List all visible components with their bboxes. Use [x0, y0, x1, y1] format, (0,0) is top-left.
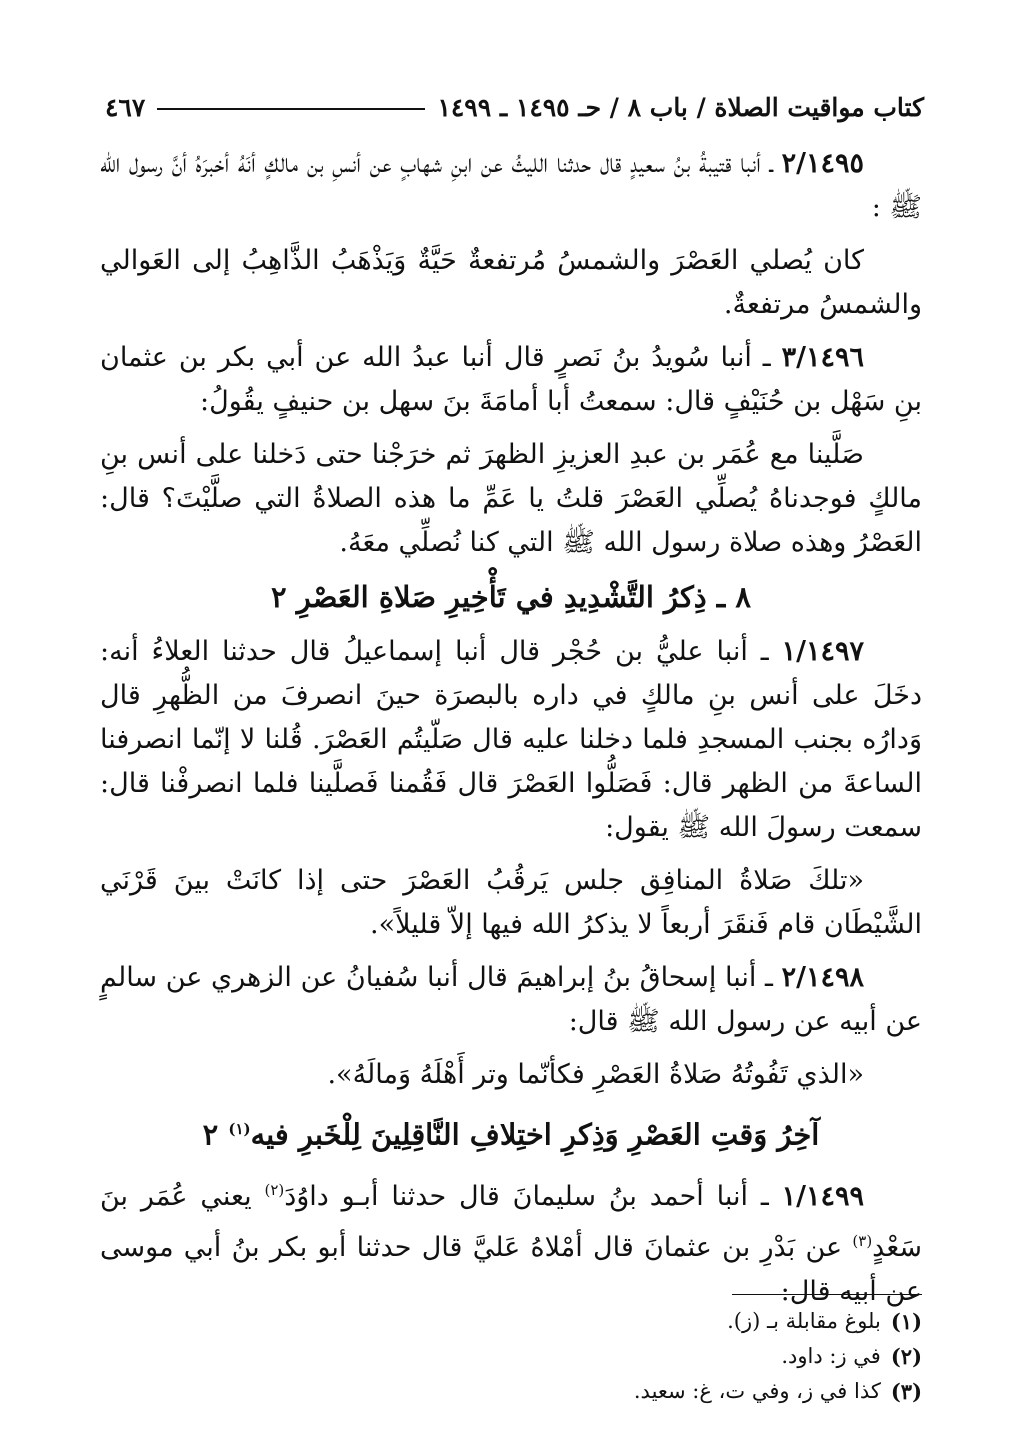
hadith-1497-matn: [100, 859, 922, 947]
hadith-text: ـ أنبا قتيبةُ بنُ سعيدٍ قال حدثنا الليثُ عن ابنِ شهابٍ عن أنسِ بن مالكٍ أنَهُ أخبرَهُ أنَّ رسول الله ﷺ :: [100, 148, 922, 223]
footnote-ref-2: (٢): [264, 1180, 285, 1199]
hadith-text: صَلَّينا مع عُمَر بن عبدِ العزيزِ الظهرَ ثم خرَجْنا حتى دَخلنا على أنس بنِ مالكٍ فوجدناهُ يُصلِّي العَصْرَ قلتُ يا عَمِّ ما هذه الصلاةُ التي صلَّيْتَ؟ قال: العَصْرُ وهذه صلاة رسول الله ﷺ التي كنا نُصلِّي معَهُ.: [100, 439, 922, 558]
hadith-number: ١/١٤٩٩: [781, 1180, 865, 1212]
footnote-number: (٢): [890, 1344, 922, 1369]
section-heading-asr-end: [100, 1106, 922, 1158]
hadith-text: «تلكَ صَلاةُ المنافِق جلس يَرقُبُ العَصْرَ حتى إذا كانَتْ بينَ قَرْنَي الشَّيْطَان قام فَنقَرَ أربعاً لا يذكرُ الله فيها إلاّ قليلاً».: [100, 865, 922, 940]
running-header: [105, 82, 924, 122]
footnote-number: (١): [890, 1309, 922, 1334]
footnote-ref-3: (٣): [852, 1231, 873, 1250]
heading-suffix: ٢: [202, 1117, 229, 1152]
hadith-text: كان يُصلي العَصْرَ والشمسُ مُرتفعةٌ حَيَّةٌ وَيَذْهَبُ الذَّاهِبُ إلى العَوالي والشمسُ مرتفعةٌ.: [100, 245, 922, 320]
footnote: [100, 1374, 922, 1409]
footnote-text: بلوغ مقابلة بـ (ز).: [727, 1309, 881, 1333]
hadith-text: يعني عُمَر بنَ سَعْدٍ: [100, 1180, 922, 1263]
hadith-text: «الذي تَفُوتُهُ صَلاةُ العَصْرِ فكأنّما وتر أَهْلَهُ وَمالَهُ».: [327, 1059, 864, 1090]
hadith-1497: [100, 630, 922, 850]
page-body: [100, 142, 922, 1323]
hadith-number: ١/١٤٩٧: [781, 636, 864, 667]
heading-text: آخِرُ وَقتِ العَصْرِ وَذِكرِ اختِلافِ النَّاقِلِينَ لِلْخَبرِ فيه: [250, 1117, 820, 1152]
hadith-1498-matn: [100, 1053, 922, 1097]
hadith-text: ـ أنبا إسحاقُ بنُ إبراهيمَ قال أنبا سُفيانُ عن الزهري عن سالمٍ عن أبيه عن رسول الله ﷺ قال:: [100, 962, 922, 1037]
footnote: [100, 1304, 922, 1339]
hadith-number: ٢/١٤٩٨: [781, 962, 864, 993]
hadith-1495: [100, 142, 922, 230]
hadith-text: ـ أنبا عليُّ بن حُجْر قال أنبا إسماعيلُ قال حدثنا العلاءُ أنه: دخَلَ على أنس بنِ مالكٍ في داره بالبصرَة حينَ انصرفَ من الظُّهرِ قال وَدارُه بجنب المسجدِ فلما دخلنا عليه قال صَلّيتُم العَصْرَ. قُلنا لا إنّما انصرفنا الساعةَ من الظهر قال: فَصَلُّوا العَصْرَ قال فَقُمنا فَصلَّينا فلما انصرفْنا قال: سمعت رسولَ الله ﷺ يقول:: [100, 636, 922, 843]
hadith-text: ـ أنبا أحمد بنُ سليمانَ قال حدثنا أبـو داوُدَ: [284, 1180, 782, 1212]
footnote-number: (٣): [890, 1379, 922, 1404]
hadith-1499: [100, 1168, 922, 1314]
footnote-divider: [732, 1294, 922, 1295]
header-rule: [157, 108, 425, 110]
section-heading-8: ٨ ـ ذِكرُ التَّشْدِيدِ في تَأْخِيرِ صَلاةِ العَصْرِ ٢: [271, 580, 751, 614]
hadith-text: عن بَدْرِ بن عثمانَ قال أمْلاهُ عَليَّ قال حدثنا أبو بكر بنُ أبي موسى عن أبيه قال:: [100, 1231, 922, 1307]
footnotes: [100, 1304, 922, 1409]
header-title: كتاب مواقيت الصلاة / باب ٨ / حـ ١٤٩٥ ـ ١٤٩٩: [437, 93, 924, 122]
page-number: ٤٦٧: [105, 93, 146, 122]
footnote-ref-1: (١): [228, 1120, 251, 1138]
hadith-number: ٢/١٤٩٥: [781, 148, 864, 179]
hadith-number: ٣/١٤٩٦: [781, 342, 864, 373]
hadith-1498: [100, 956, 922, 1044]
footnote-text: كذا في ز، وفي ت، غ: سعيد.: [633, 1379, 881, 1403]
hadith-1496-matn: [100, 433, 922, 565]
footnote: [100, 1339, 922, 1374]
footnote-text: في ز: داود.: [781, 1344, 881, 1368]
hadith-text: ـ أنبا سُويدُ بنُ نَصرٍ قال أنبا عبدُ الله عن أبي بكر بن عثمان بنِ سَهْل بن حُنَيْفٍ قال: سمعتُ أبا أمامَةَ بنَ سهل بن حنيفٍ يقُولُ:: [100, 342, 922, 417]
hadith-1495-matn: [100, 239, 922, 327]
hadith-1496: [100, 336, 922, 424]
